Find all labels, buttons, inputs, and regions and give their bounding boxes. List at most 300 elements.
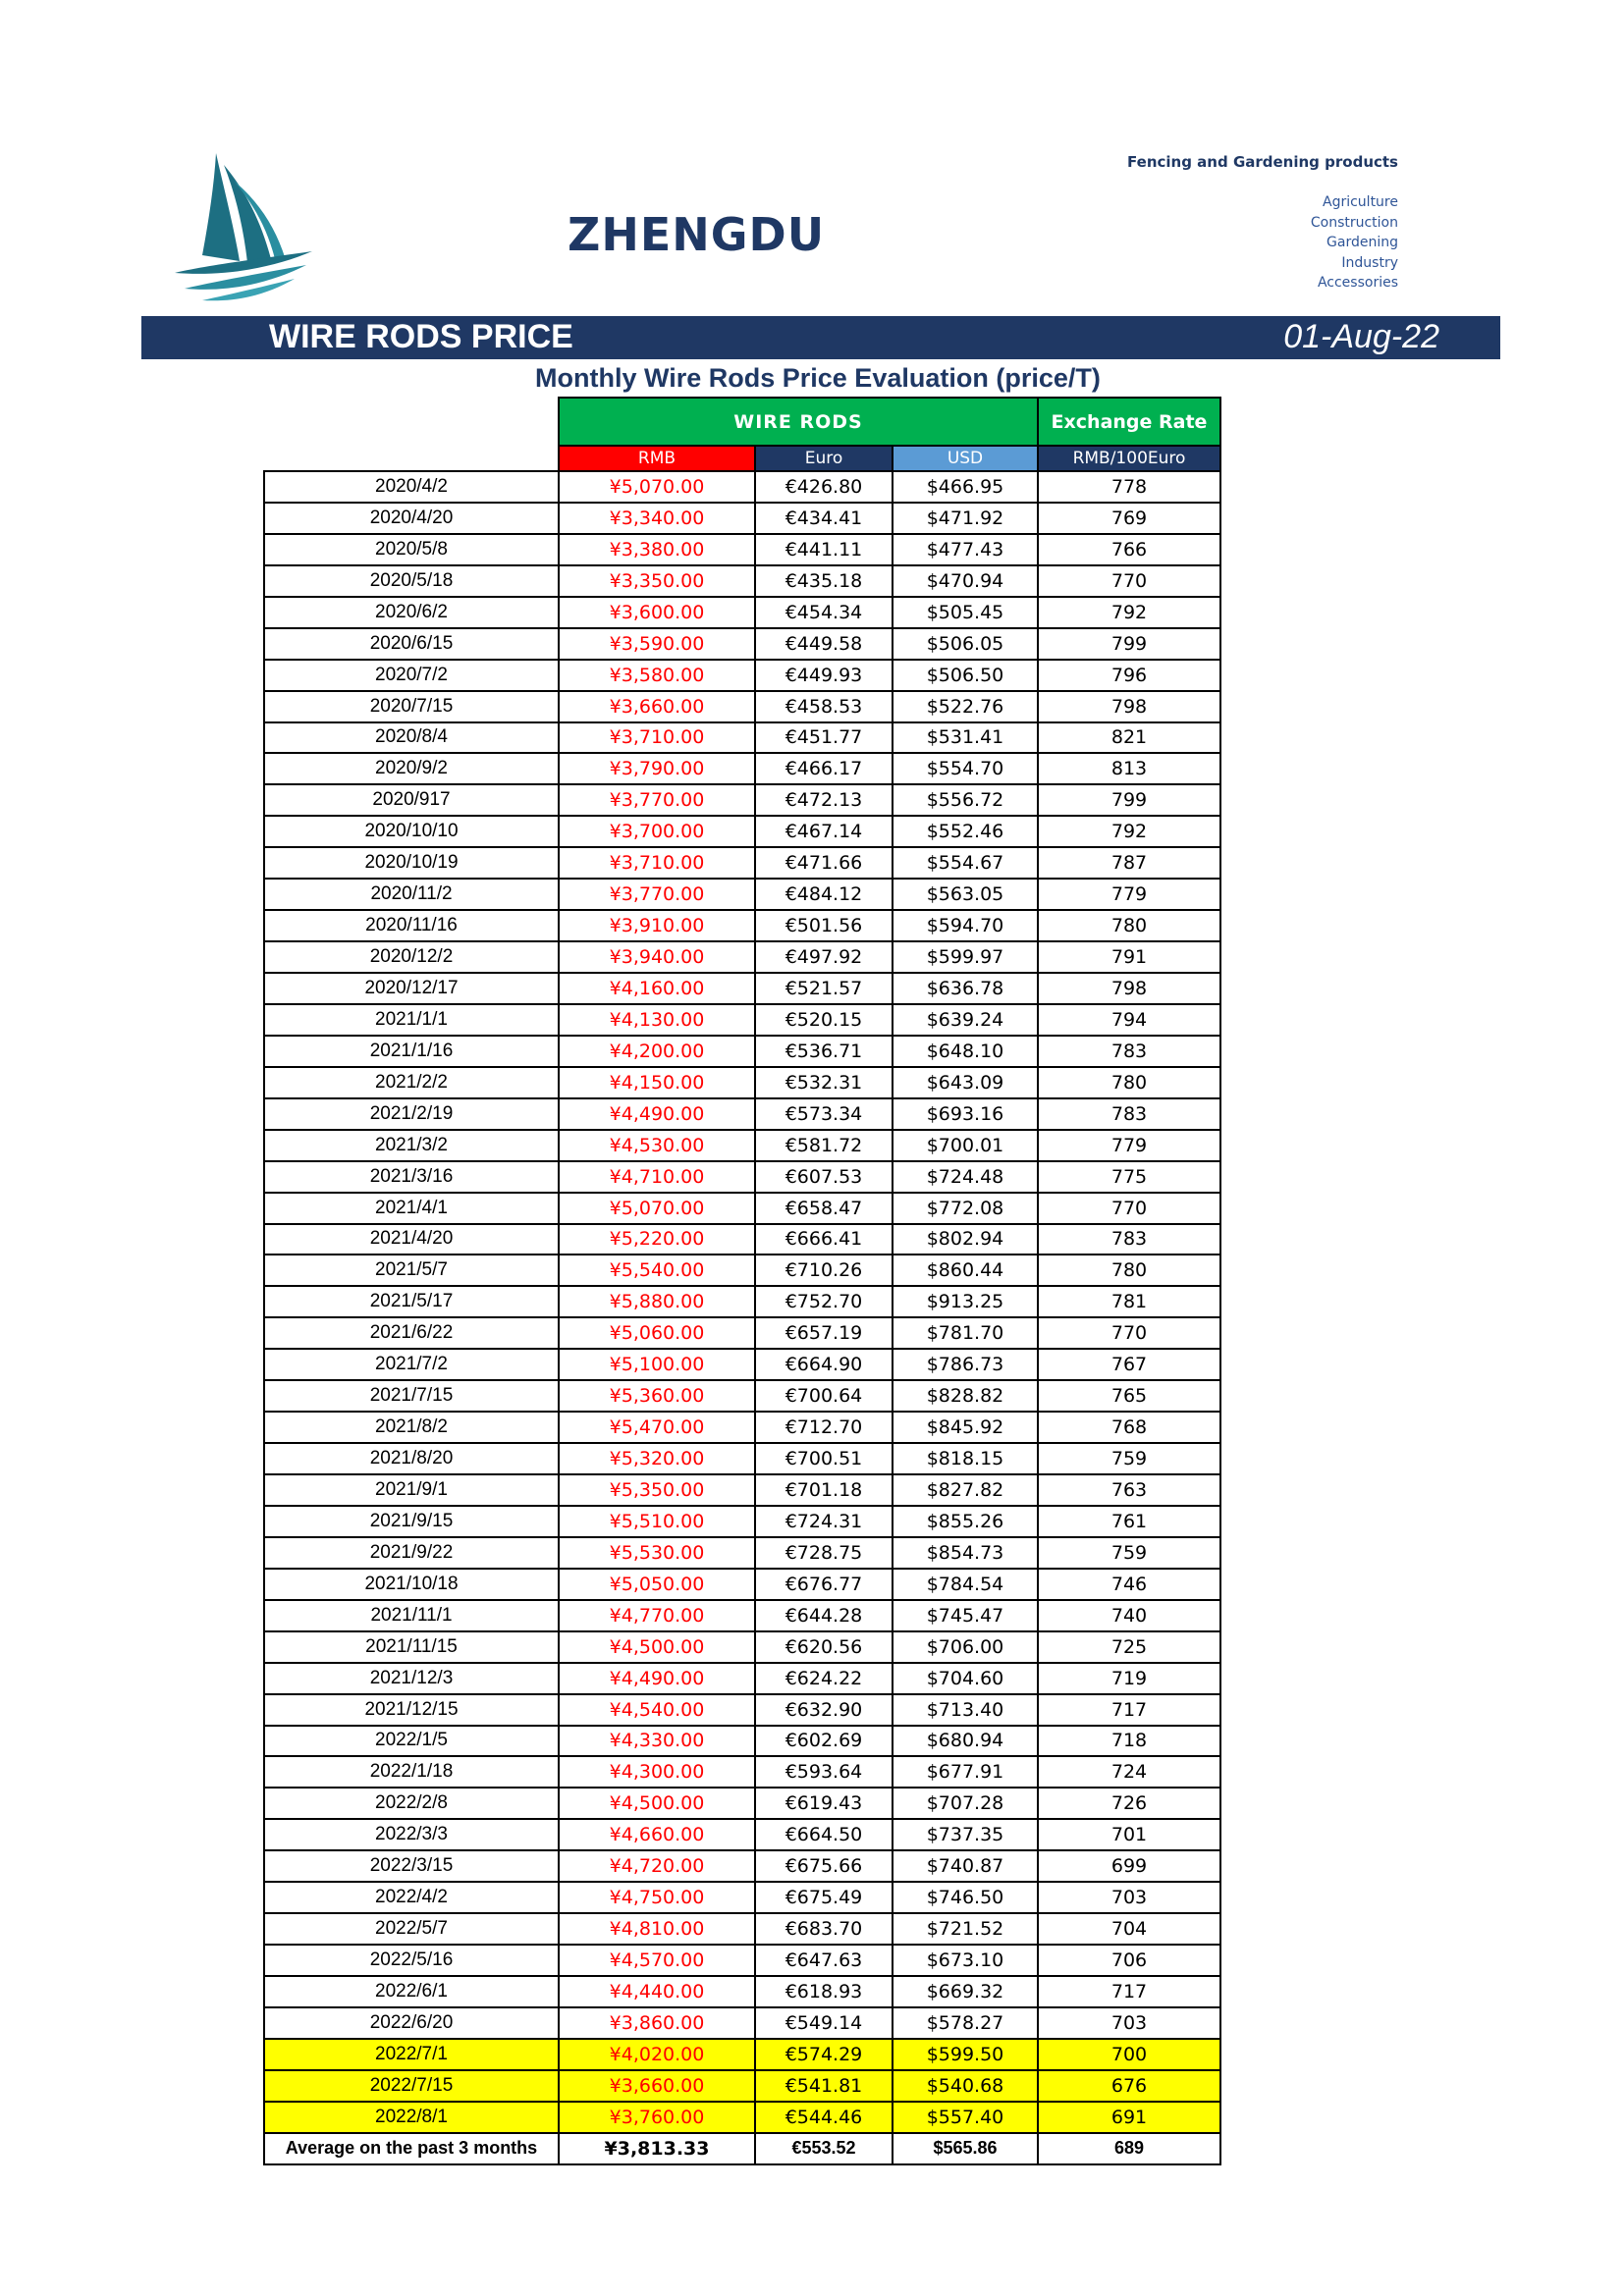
usd-cell: $552.46 <box>893 816 1038 847</box>
date-cell: 2020/6/2 <box>264 597 559 628</box>
usd-cell: $557.40 <box>893 2102 1038 2133</box>
euro-cell: €466.17 <box>755 753 893 784</box>
rate-cell: 769 <box>1038 503 1220 534</box>
euro-cell: €664.90 <box>755 1349 893 1380</box>
table-row <box>264 503 1220 534</box>
rate-cell: 766 <box>1038 534 1220 565</box>
rmb-cell: ¥4,330.00 <box>559 1726 755 1757</box>
date-cell: 2020/12/2 <box>264 941 559 973</box>
rate-cell: 779 <box>1038 1130 1220 1161</box>
table-row <box>264 534 1220 565</box>
date-cell: 2022/7/15 <box>264 2070 559 2102</box>
euro-cell: €593.64 <box>755 1756 893 1788</box>
rate-cell: 706 <box>1038 1945 1220 1976</box>
euro-cell: €467.14 <box>755 816 893 847</box>
rate-cell: 718 <box>1038 1726 1220 1757</box>
table-row <box>264 1600 1220 1631</box>
rmb-cell: ¥3,380.00 <box>559 534 755 565</box>
table-row <box>264 2039 1220 2070</box>
rmb-cell: ¥5,070.00 <box>559 471 755 503</box>
euro-cell: €710.26 <box>755 1255 893 1286</box>
table-row <box>264 1945 1220 1976</box>
rmb-cell: ¥3,660.00 <box>559 2070 755 2102</box>
rate-cell: 780 <box>1038 910 1220 941</box>
table-row <box>264 1224 1220 1255</box>
rate-cell: 798 <box>1038 973 1220 1004</box>
euro-cell: €549.14 <box>755 2007 893 2039</box>
usd-cell: $721.52 <box>893 1913 1038 1945</box>
euro-cell: €471.66 <box>755 847 893 879</box>
date-cell: 2020/11/16 <box>264 910 559 941</box>
category-item: Construction <box>1310 214 1398 231</box>
rmb-cell: ¥4,300.00 <box>559 1756 755 1788</box>
average-row <box>264 2133 1220 2164</box>
date-cell: 2021/5/7 <box>264 1255 559 1286</box>
date-cell: 2022/3/15 <box>264 1850 559 1882</box>
usd-cell: $784.54 <box>893 1569 1038 1600</box>
usd-cell: $466.95 <box>893 471 1038 503</box>
date-cell: 2021/3/16 <box>264 1161 559 1193</box>
rate-cell: 780 <box>1038 1067 1220 1098</box>
usd-cell: $724.48 <box>893 1161 1038 1193</box>
table-row <box>264 1537 1220 1569</box>
rmb-cell: ¥5,360.00 <box>559 1380 755 1412</box>
table-row <box>264 941 1220 973</box>
rmb-cell: ¥5,320.00 <box>559 1443 755 1474</box>
table-row <box>264 1161 1220 1193</box>
rate-cell: 767 <box>1038 1349 1220 1380</box>
rate-cell: 780 <box>1038 1255 1220 1286</box>
rmb-cell: ¥4,570.00 <box>559 1945 755 1976</box>
date-cell: 2022/8/1 <box>264 2102 559 2133</box>
rmb-cell: ¥3,760.00 <box>559 2102 755 2133</box>
euro-cell: €536.71 <box>755 1036 893 1067</box>
table-row <box>264 1349 1220 1380</box>
usd-cell: $746.50 <box>893 1882 1038 1913</box>
euro-cell: €647.63 <box>755 1945 893 1976</box>
usd-cell: $677.91 <box>893 1756 1038 1788</box>
usd-cell: $860.44 <box>893 1255 1038 1286</box>
rmb-cell: ¥5,050.00 <box>559 1569 755 1600</box>
euro-cell: €532.31 <box>755 1067 893 1098</box>
average-usd: $565.86 <box>893 2133 1038 2164</box>
rate-cell: 704 <box>1038 1913 1220 1945</box>
category-item: Gardening <box>1326 235 1398 250</box>
euro-cell: €657.19 <box>755 1317 893 1349</box>
euro-cell: €449.58 <box>755 628 893 660</box>
date-cell: 2021/1/16 <box>264 1036 559 1067</box>
table-row <box>264 1130 1220 1161</box>
rmb-cell: ¥4,770.00 <box>559 1600 755 1631</box>
table-row <box>264 597 1220 628</box>
rate-cell: 783 <box>1038 1224 1220 1255</box>
table-row <box>264 1474 1220 1506</box>
table-row <box>264 1443 1220 1474</box>
table-row <box>264 1286 1220 1317</box>
rate-cell: 791 <box>1038 941 1220 973</box>
usd-cell: $563.05 <box>893 879 1038 910</box>
date-cell: 2021/12/15 <box>264 1694 559 1726</box>
rmb-cell: ¥3,700.00 <box>559 816 755 847</box>
table-row <box>264 471 1220 503</box>
table-row <box>264 1694 1220 1726</box>
euro-cell: €700.64 <box>755 1380 893 1412</box>
date-cell: 2021/10/18 <box>264 1569 559 1600</box>
rate-cell: 778 <box>1038 471 1220 503</box>
rmb-cell: ¥3,340.00 <box>559 503 755 534</box>
usd-cell: $854.73 <box>893 1537 1038 1569</box>
usd-cell: $818.15 <box>893 1443 1038 1474</box>
usd-cell: $673.10 <box>893 1945 1038 1976</box>
euro-cell: €544.46 <box>755 2102 893 2133</box>
euro-cell: €664.50 <box>755 1819 893 1850</box>
rate-cell: 770 <box>1038 565 1220 597</box>
euro-cell: €458.53 <box>755 691 893 722</box>
euro-cell: €712.70 <box>755 1412 893 1443</box>
rmb-cell: ¥4,160.00 <box>559 973 755 1004</box>
euro-cell: €574.29 <box>755 2039 893 2070</box>
date-cell: 2020/9/2 <box>264 753 559 784</box>
rate-cell: 717 <box>1038 1694 1220 1726</box>
rate-cell: 703 <box>1038 2007 1220 2039</box>
rmb-cell: ¥3,770.00 <box>559 784 755 816</box>
rate-cell: 717 <box>1038 1976 1220 2007</box>
table-row <box>264 784 1220 816</box>
euro-cell: €683.70 <box>755 1913 893 1945</box>
rate-cell: 701 <box>1038 1819 1220 1850</box>
rmb-cell: ¥4,130.00 <box>559 1004 755 1036</box>
date-cell: 2020/7/2 <box>264 660 559 691</box>
usd-cell: $471.92 <box>893 503 1038 534</box>
rate-cell: 719 <box>1038 1663 1220 1694</box>
usd-cell: $680.94 <box>893 1726 1038 1757</box>
date-cell: 2021/11/15 <box>264 1631 559 1663</box>
date-cell: 2021/3/2 <box>264 1130 559 1161</box>
usd-cell: $578.27 <box>893 2007 1038 2039</box>
table-column-header-row <box>264 446 1220 471</box>
rmb-cell: ¥3,770.00 <box>559 879 755 910</box>
rate-cell: 763 <box>1038 1474 1220 1506</box>
rmb-cell: ¥4,720.00 <box>559 1850 755 1882</box>
euro-cell: €454.34 <box>755 597 893 628</box>
euro-cell: €700.51 <box>755 1443 893 1474</box>
date-cell: 2021/9/22 <box>264 1537 559 1569</box>
usd-column-header: USD <box>893 446 1038 471</box>
table-row <box>264 1036 1220 1067</box>
rate-cell: 783 <box>1038 1036 1220 1067</box>
table-row <box>264 1569 1220 1600</box>
category-item: Agriculture <box>1323 194 1398 210</box>
table-row <box>264 1631 1220 1663</box>
rate-cell: 821 <box>1038 722 1220 754</box>
date-cell: 2021/2/2 <box>264 1067 559 1098</box>
rate-cell: 798 <box>1038 691 1220 722</box>
rmb-cell: ¥5,220.00 <box>559 1224 755 1255</box>
rmb-cell: ¥3,710.00 <box>559 847 755 879</box>
euro-cell: €658.47 <box>755 1193 893 1224</box>
category-item: Industry <box>1341 254 1398 271</box>
rate-cell: 787 <box>1038 847 1220 879</box>
euro-cell: €724.31 <box>755 1506 893 1537</box>
rmb-cell: ¥4,200.00 <box>559 1036 755 1067</box>
euro-cell: €619.43 <box>755 1788 893 1819</box>
euro-cell: €581.72 <box>755 1130 893 1161</box>
rmb-cell: ¥5,470.00 <box>559 1412 755 1443</box>
table-row <box>264 1819 1220 1850</box>
table-row <box>264 816 1220 847</box>
table-row <box>264 1850 1220 1882</box>
tagline: Fencing and Gardening products <box>1127 153 1398 171</box>
rate-cell: 768 <box>1038 1412 1220 1443</box>
rate-cell: 759 <box>1038 1443 1220 1474</box>
usd-cell: $599.50 <box>893 2039 1038 2070</box>
date-cell: 2020/5/18 <box>264 565 559 597</box>
table-row <box>264 2102 1220 2133</box>
usd-cell: $704.60 <box>893 1663 1038 1694</box>
usd-cell: $505.45 <box>893 597 1038 628</box>
euro-column-header: Euro <box>755 446 893 471</box>
rate-cell: 792 <box>1038 816 1220 847</box>
rate-cell: 691 <box>1038 2102 1220 2133</box>
usd-cell: $669.32 <box>893 1976 1038 2007</box>
average-label: Average on the past 3 months <box>264 2133 559 2164</box>
usd-cell: $772.08 <box>893 1193 1038 1224</box>
rmb-cell: ¥5,540.00 <box>559 1255 755 1286</box>
rmb-cell: ¥4,150.00 <box>559 1067 755 1098</box>
euro-cell: €573.34 <box>755 1098 893 1130</box>
rate-cell: 799 <box>1038 628 1220 660</box>
table-row <box>264 691 1220 722</box>
euro-cell: €666.41 <box>755 1224 893 1255</box>
rate-cell: 770 <box>1038 1317 1220 1349</box>
banner-title: WIRE RODS PRICE <box>269 318 573 355</box>
table-row <box>264 1412 1220 1443</box>
euro-cell: €426.80 <box>755 471 893 503</box>
table-row <box>264 1726 1220 1757</box>
date-cell: 2020/6/15 <box>264 628 559 660</box>
rate-cell: 724 <box>1038 1756 1220 1788</box>
euro-cell: €620.56 <box>755 1631 893 1663</box>
usd-cell: $855.26 <box>893 1506 1038 1537</box>
date-cell: 2021/1/1 <box>264 1004 559 1036</box>
usd-cell: $700.01 <box>893 1130 1038 1161</box>
rmb-cell: ¥3,600.00 <box>559 597 755 628</box>
usd-cell: $522.76 <box>893 691 1038 722</box>
usd-cell: $643.09 <box>893 1067 1038 1098</box>
rmb-cell: ¥3,710.00 <box>559 722 755 754</box>
euro-cell: €541.81 <box>755 2070 893 2102</box>
rmb-cell: ¥5,510.00 <box>559 1506 755 1537</box>
table-row <box>264 973 1220 1004</box>
date-cell: 2022/5/7 <box>264 1913 559 1945</box>
sailboat-logo <box>169 149 316 302</box>
price-table <box>263 397 1221 2165</box>
date-cell: 2020/4/20 <box>264 503 559 534</box>
usd-cell: $554.70 <box>893 753 1038 784</box>
rate-cell: 792 <box>1038 597 1220 628</box>
rate-cell: 796 <box>1038 660 1220 691</box>
usd-cell: $470.94 <box>893 565 1038 597</box>
rmb-cell: ¥3,350.00 <box>559 565 755 597</box>
date-cell: 2022/3/3 <box>264 1819 559 1850</box>
table-row <box>264 660 1220 691</box>
rate-cell: 770 <box>1038 1193 1220 1224</box>
table-row <box>264 1193 1220 1224</box>
date-cell: 2021/8/2 <box>264 1412 559 1443</box>
average-euro: €553.52 <box>755 2133 893 2164</box>
rmb-cell: ¥4,490.00 <box>559 1663 755 1694</box>
rmb-cell: ¥5,060.00 <box>559 1317 755 1349</box>
date-cell: 2021/6/22 <box>264 1317 559 1349</box>
euro-cell: €632.90 <box>755 1694 893 1726</box>
rmb-cell: ¥5,070.00 <box>559 1193 755 1224</box>
date-cell: 2021/4/20 <box>264 1224 559 1255</box>
euro-cell: €501.56 <box>755 910 893 941</box>
rmb-cell: ¥4,530.00 <box>559 1130 755 1161</box>
date-cell: 2021/2/19 <box>264 1098 559 1130</box>
rmb-cell: ¥5,880.00 <box>559 1286 755 1317</box>
date-cell: 2022/6/1 <box>264 1976 559 2007</box>
rate-cell: 761 <box>1038 1506 1220 1537</box>
usd-cell: $648.10 <box>893 1036 1038 1067</box>
date-cell: 2020/11/2 <box>264 879 559 910</box>
usd-cell: $531.41 <box>893 722 1038 754</box>
rmb-cell: ¥3,580.00 <box>559 660 755 691</box>
euro-cell: €701.18 <box>755 1474 893 1506</box>
usd-cell: $713.40 <box>893 1694 1038 1726</box>
date-cell: 2022/6/20 <box>264 2007 559 2039</box>
rmb-cell: ¥3,660.00 <box>559 691 755 722</box>
euro-cell: €675.49 <box>755 1882 893 1913</box>
rate-cell: 703 <box>1038 1882 1220 1913</box>
rmb-cell: ¥3,910.00 <box>559 910 755 941</box>
table-row <box>264 1663 1220 1694</box>
euro-cell: €451.77 <box>755 722 893 754</box>
exchange-rate-header: Exchange Rate <box>1038 398 1220 446</box>
rate-cell: 740 <box>1038 1600 1220 1631</box>
date-cell: 2020/12/17 <box>264 973 559 1004</box>
date-cell: 2021/7/15 <box>264 1380 559 1412</box>
usd-cell: $477.43 <box>893 534 1038 565</box>
table-row <box>264 1882 1220 1913</box>
usd-cell: $556.72 <box>893 784 1038 816</box>
euro-cell: €607.53 <box>755 1161 893 1193</box>
usd-cell: $707.28 <box>893 1788 1038 1819</box>
date-cell: 2022/1/5 <box>264 1726 559 1757</box>
table-row <box>264 722 1220 754</box>
table-row <box>264 2007 1220 2039</box>
euro-cell: €484.12 <box>755 879 893 910</box>
euro-cell: €676.77 <box>755 1569 893 1600</box>
table-row <box>264 753 1220 784</box>
rmb-cell: ¥4,750.00 <box>559 1882 755 1913</box>
date-cell: 2020/8/4 <box>264 722 559 754</box>
date-cell: 2022/7/1 <box>264 2039 559 2070</box>
date-cell: 2020/5/8 <box>264 534 559 565</box>
table-row <box>264 1788 1220 1819</box>
rmb-cell: ¥4,020.00 <box>559 2039 755 2070</box>
usd-cell: $828.82 <box>893 1380 1038 1412</box>
table-subtitle: Monthly Wire Rods Price Evaluation (price/T) <box>535 363 1101 393</box>
date-cell: 2022/1/18 <box>264 1756 559 1788</box>
average-rate: 689 <box>1038 2133 1220 2164</box>
rate-cell: 783 <box>1038 1098 1220 1130</box>
rmb-cell: ¥4,440.00 <box>559 1976 755 2007</box>
date-cell: 2021/11/1 <box>264 1600 559 1631</box>
usd-cell: $745.47 <box>893 1600 1038 1631</box>
rmb-cell: ¥4,500.00 <box>559 1788 755 1819</box>
table-row <box>264 847 1220 879</box>
usd-cell: $913.25 <box>893 1286 1038 1317</box>
date-cell: 2021/9/15 <box>264 1506 559 1537</box>
usd-cell: $554.67 <box>893 847 1038 879</box>
rate-cell: 779 <box>1038 879 1220 910</box>
table-row <box>264 1317 1220 1349</box>
rate-cell: 775 <box>1038 1161 1220 1193</box>
date-cell: 2021/4/1 <box>264 1193 559 1224</box>
rmb-cell: ¥3,590.00 <box>559 628 755 660</box>
euro-cell: €675.66 <box>755 1850 893 1882</box>
table-row <box>264 1098 1220 1130</box>
title-banner <box>141 316 1500 359</box>
rmb-cell: ¥4,660.00 <box>559 1819 755 1850</box>
brand-name: ZHENGDU <box>568 208 826 261</box>
table-group-header-row <box>264 398 1220 446</box>
rate-cell: 676 <box>1038 2070 1220 2102</box>
usd-cell: $693.16 <box>893 1098 1038 1130</box>
table-row <box>264 910 1220 941</box>
table-row <box>264 628 1220 660</box>
date-cell: 2020/10/10 <box>264 816 559 847</box>
usd-cell: $845.92 <box>893 1412 1038 1443</box>
average-rmb: ¥3,813.33 <box>559 2133 755 2164</box>
date-cell: 2022/4/2 <box>264 1882 559 1913</box>
euro-cell: €618.93 <box>755 1976 893 2007</box>
usd-cell: $786.73 <box>893 1349 1038 1380</box>
usd-cell: $599.97 <box>893 941 1038 973</box>
table-row <box>264 1756 1220 1788</box>
usd-cell: $639.24 <box>893 1004 1038 1036</box>
table-row <box>264 1913 1220 1945</box>
usd-cell: $740.87 <box>893 1850 1038 1882</box>
euro-cell: €435.18 <box>755 565 893 597</box>
date-cell: 2021/8/20 <box>264 1443 559 1474</box>
euro-cell: €728.75 <box>755 1537 893 1569</box>
table-row <box>264 565 1220 597</box>
euro-cell: €521.57 <box>755 973 893 1004</box>
usd-cell: $781.70 <box>893 1317 1038 1349</box>
euro-cell: €644.28 <box>755 1600 893 1631</box>
rmb-cell: ¥5,100.00 <box>559 1349 755 1380</box>
rmb-cell: ¥4,710.00 <box>559 1161 755 1193</box>
rmb-cell: ¥3,790.00 <box>559 753 755 784</box>
usd-cell: $506.05 <box>893 628 1038 660</box>
table-row <box>264 1506 1220 1537</box>
rate-cell: 726 <box>1038 1788 1220 1819</box>
banner-date: 01-Aug-22 <box>1283 318 1439 355</box>
date-cell: 2020/917 <box>264 784 559 816</box>
usd-cell: $506.50 <box>893 660 1038 691</box>
date-cell: 2022/2/8 <box>264 1788 559 1819</box>
rate-cell: 781 <box>1038 1286 1220 1317</box>
table-row <box>264 1004 1220 1036</box>
rate-column-header: RMB/100Euro <box>1038 446 1220 471</box>
table-row <box>264 1067 1220 1098</box>
euro-cell: €520.15 <box>755 1004 893 1036</box>
rate-cell: 759 <box>1038 1537 1220 1569</box>
rate-cell: 700 <box>1038 2039 1220 2070</box>
usd-cell: $594.70 <box>893 910 1038 941</box>
